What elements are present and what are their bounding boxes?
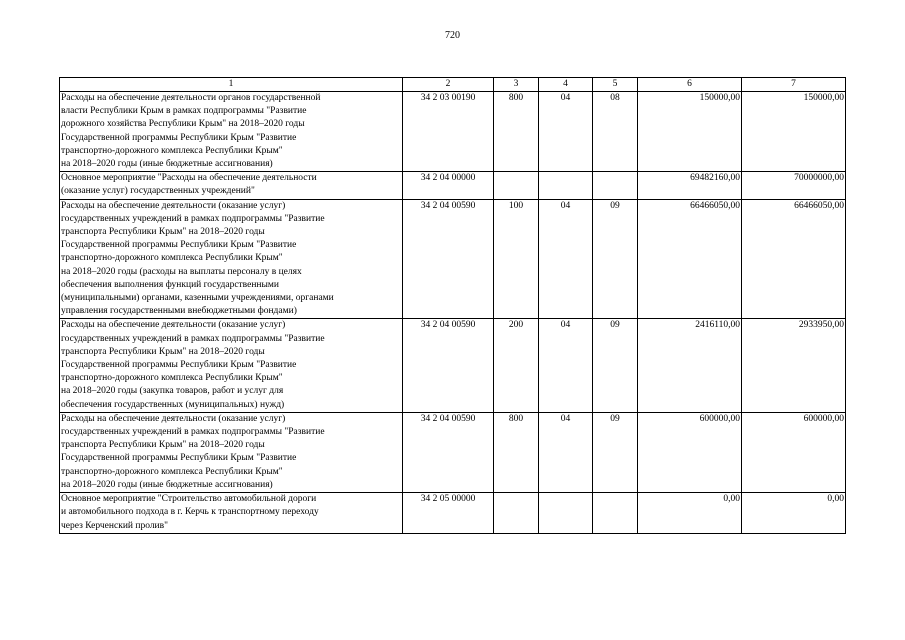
header-col-4: 4	[539, 78, 593, 92]
page-number: 720	[445, 30, 460, 41]
row-csr-code: 34 2 04 00590	[403, 199, 494, 319]
table-row	[60, 493, 846, 534]
row-vr-code: 100	[494, 199, 539, 319]
row-rz-code	[539, 493, 593, 534]
row-amount-col6: 150000,00	[638, 92, 742, 172]
row-amount-col6: 69482160,00	[638, 172, 742, 199]
header-col-1: 1	[60, 78, 403, 92]
row-pr-code: 09	[593, 412, 638, 492]
row-amount-col7: 600000,00	[742, 412, 846, 492]
table-row	[60, 412, 846, 492]
row-name: Расходы на обеспечение деятельности (оказание услуг) государственных учреждений в рамках подпрограммы "Развитие транспорта Республики Крым" на 2018–2020 годы Государственной программы Республики Крым "Развитие транспортно-дорожного комплекса Республики Крым" на 2018–2020 годы (расходы на выплаты персоналу в целях обеспечения выполнения функций государственными (муниципальными) органами, казенными учреждениями, органами управления государственными внебюджетными фондами)	[60, 199, 403, 319]
budget-table	[59, 77, 846, 534]
row-name: Расходы на обеспечение деятельности органов государственной власти Республики Крым в рамках подпрограммы "Развитие дорожного хозяйства Республики Крым" на 2018–2020 годы Государственной программы Республики Крым "Развитие транспортно-дорожного комплекса Республики Крым" на 2018–2020 годы (иные бюджетные ассигнования)	[60, 92, 403, 172]
header-col-2: 2	[403, 78, 494, 92]
row-rz-code	[539, 172, 593, 199]
row-csr-code: 34 2 05 00000	[403, 493, 494, 534]
row-pr-code: 08	[593, 92, 638, 172]
row-vr-code	[494, 172, 539, 199]
row-vr-code	[494, 493, 539, 534]
row-name: Расходы на обеспечение деятельности (оказание услуг) государственных учреждений в рамках подпрограммы "Развитие транспорта Республики Крым" на 2018–2020 годы Государственной программы Республики Крым "Развитие транспортно-дорожного комплекса Республики Крым" на 2018–2020 годы (иные бюджетные ассигнования)	[60, 412, 403, 492]
row-name: Основное мероприятие "Расходы на обеспечение деятельности (оказание услуг) государственных учреждений"	[60, 172, 403, 199]
row-amount-col7: 0,00	[742, 493, 846, 534]
row-csr-code: 34 2 04 00590	[403, 319, 494, 412]
row-rz-code: 04	[539, 92, 593, 172]
row-rz-code: 04	[539, 319, 593, 412]
row-amount-col7: 2933950,00	[742, 319, 846, 412]
row-rz-code: 04	[539, 199, 593, 319]
table-body	[60, 92, 846, 534]
row-pr-code	[593, 172, 638, 199]
row-rz-code: 04	[539, 412, 593, 492]
table-row	[60, 199, 846, 319]
row-pr-code: 09	[593, 319, 638, 412]
header-col-3: 3	[494, 78, 539, 92]
row-amount-col6: 600000,00	[638, 412, 742, 492]
row-pr-code	[593, 493, 638, 534]
header-col-6: 6	[638, 78, 742, 92]
row-amount-col7: 150000,00	[742, 92, 846, 172]
row-vr-code: 200	[494, 319, 539, 412]
row-name: Основное мероприятие "Строительство автомобильной дороги и автомобильного подхода в г. Керчь к транспортному переходу через Керченский пролив"	[60, 493, 403, 534]
header-col-5: 5	[593, 78, 638, 92]
row-csr-code: 34 2 04 00590	[403, 412, 494, 492]
row-amount-col6: 0,00	[638, 493, 742, 534]
row-vr-code: 800	[494, 92, 539, 172]
table-row	[60, 172, 846, 199]
row-amount-col7: 70000000,00	[742, 172, 846, 199]
header-row	[60, 78, 846, 92]
row-csr-code: 34 2 04 00000	[403, 172, 494, 199]
table-row	[60, 319, 846, 412]
table-header	[60, 78, 846, 92]
row-pr-code: 09	[593, 199, 638, 319]
row-amount-col6: 2416110,00	[638, 319, 742, 412]
header-col-7: 7	[742, 78, 846, 92]
row-name: Расходы на обеспечение деятельности (оказание услуг) государственных учреждений в рамках подпрограммы "Развитие транспорта Республики Крым" на 2018–2020 годы Государственной программы Республики Крым "Развитие транспортно-дорожного комплекса Республики Крым" на 2018–2020 годы (закупка товаров, работ и услуг для обеспечения государственных (муниципальных) нужд)	[60, 319, 403, 412]
row-amount-col7: 66466050,00	[742, 199, 846, 319]
row-amount-col6: 66466050,00	[638, 199, 742, 319]
table-row	[60, 92, 846, 172]
row-vr-code: 800	[494, 412, 539, 492]
row-csr-code: 34 2 03 00190	[403, 92, 494, 172]
